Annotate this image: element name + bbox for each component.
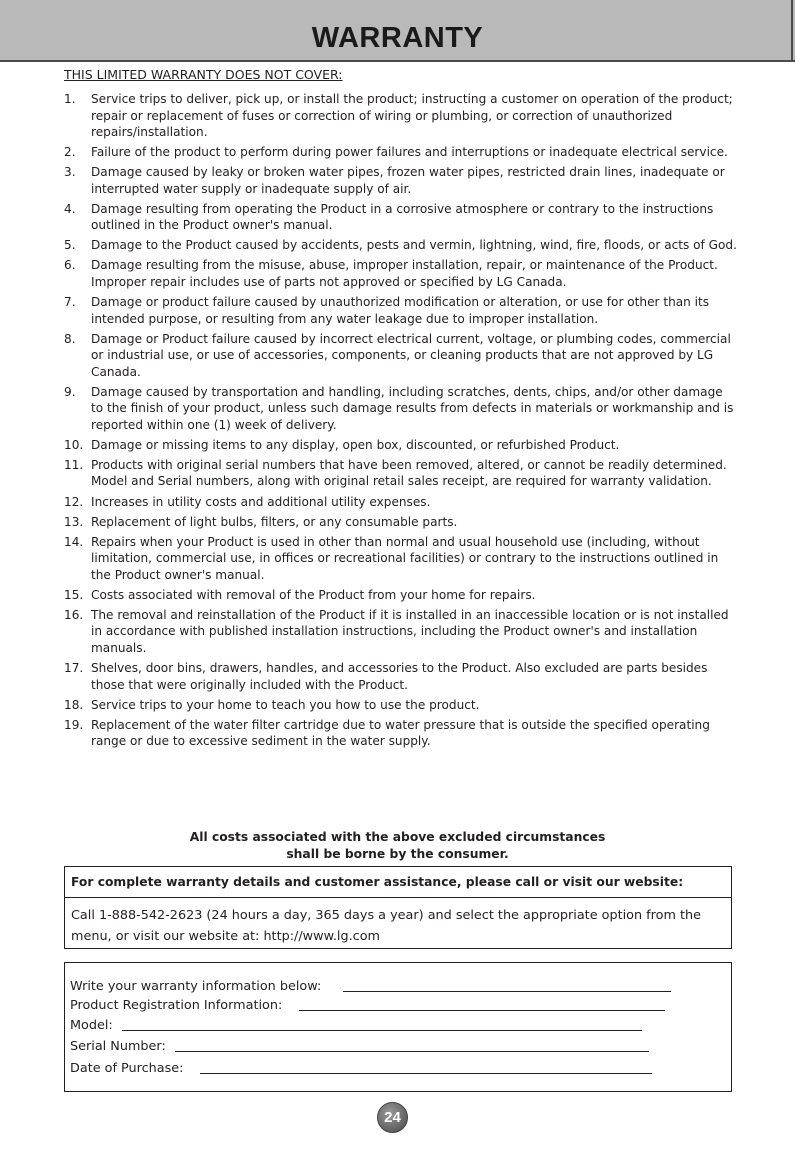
exclusion-item [0, 294, 795, 327]
exclusion-text: Damage caused by leaky or broken water pipes, frozen water pipes, restricted drain lines, inadequate or interrupted water supply or inadequate supply of air. [91, 165, 725, 196]
exclusion-number: 5. [64, 238, 76, 253]
exclusion-item [0, 534, 795, 584]
form-intro-line[interactable] [343, 991, 671, 992]
exclusion-number: 7. [64, 295, 76, 310]
exclusion-text: Damage resulting from the misuse, abuse, improper installation, repair, or maintenance of the Product. Improper repair includes use of parts not approved or specified by LG Canada. [91, 258, 718, 289]
exclusion-text: The removal and reinstallation of the Product if it is installed in an inaccessible location or is not installed in accordance with published installation instructions, including the Product owner's and installation manuals. [91, 607, 729, 655]
exclusion-text: Damage or missing items to any display, open box, discounted, or refurbished Product. [91, 437, 620, 452]
exclusion-number: 17. [64, 661, 84, 675]
section-heading-colon: : [338, 67, 343, 82]
exclusion-item [0, 437, 795, 454]
exclusion-text: Damage resulting from operating the Product in a corrosive atmosphere or contrary to the instructions outlined in the Product owner's manual. [91, 201, 714, 233]
exclusion-number: 13. [64, 514, 84, 529]
exclusion-number: 4. [64, 201, 76, 216]
exclusion-item [0, 384, 795, 434]
registration-field[interactable] [299, 1010, 665, 1011]
date-field[interactable] [200, 1073, 652, 1074]
exclusion-item [0, 91, 795, 141]
page-title: WARRANTY [311, 22, 484, 54]
exclusion-text: Costs associated with removal of the Product from your home for repairs. [91, 587, 536, 602]
exclusion-item [0, 144, 795, 161]
contact-box [64, 866, 732, 949]
exclusion-number: 6. [64, 258, 76, 273]
exclusion-text: Damage or Product failure caused by incorrect electrical current, voltage, or plumbing codes, commercial or industrial use, or use of accessories, components, or cleaning products that are not approved by LG Canada. [91, 331, 731, 379]
exclusion-number: 18. [64, 697, 84, 712]
section-heading-text: THIS LIMITED WARRANTY DOES NOT COVER [64, 67, 339, 82]
exclusion-text: Failure of the product to perform during power failures and interruptions or inadequate electrical service. [91, 145, 728, 160]
exclusion-item [0, 457, 795, 490]
exclusion-number: 9. [64, 384, 76, 399]
exclusion-text: Service trips to your home to teach you how to use the product. [91, 697, 480, 712]
exclusion-number: 12. [64, 494, 84, 509]
exclusion-item [0, 607, 795, 657]
exclusion-number: 14. [64, 534, 84, 549]
exclusion-number: 8. [64, 331, 76, 346]
closing-statement [0, 829, 795, 863]
exclusion-text: Damage caused by transportation and handling, including scratches, dents, chips, and/or other damage to the finish of your product, unless such damage results from defects in materials or workmanship and is reported within one (1) week of delivery. [91, 384, 734, 432]
exclusion-text: Shelves, door bins, drawers, handles, and accessories to the Product. Also excluded are parts besides those that were originally included with the Product. [91, 661, 708, 692]
closing-line-1: All costs associated with the above excluded circumstances [189, 830, 606, 844]
exclusion-text: Damage to the Product caused by accidents, pests and vermin, lightning, wind, fire, floods, or acts of God. [91, 238, 737, 253]
exclusion-item [0, 514, 795, 531]
contact-body: Call 1-888-542-2623 (24 hours a day, 365 days a year) and select the appropriate option from the menu, or visit our website at: http://www.lg.com [71, 908, 702, 944]
exclusion-text: Repairs when your Product is used in other than normal and usual household use (including, without limitation, commercial use, in offices or recreational facilities) or contrary to the instructions outlined in the Product owner's manual. [91, 534, 719, 582]
exclusion-item [0, 660, 795, 693]
exclusion-number: 10. [64, 437, 84, 452]
warranty-info-form [64, 962, 732, 1092]
exclusion-item [0, 587, 795, 604]
exclusion-number: 15. [64, 587, 84, 602]
exclusion-number: 16. [64, 607, 84, 622]
exclusion-text: Damage or product failure caused by unauthorized modification or alteration, or use for other than its intended purpose, or resulting from any water leakage due to improper installation. [91, 295, 710, 326]
exclusion-item [0, 237, 795, 254]
exclusion-item [0, 697, 795, 714]
exclusion-item [0, 164, 795, 197]
exclusion-number: 11. [64, 457, 84, 472]
exclusion-item [0, 494, 795, 511]
exclusion-item [0, 717, 795, 750]
exclusion-text: Products with original serial numbers that have been removed, altered, or cannot be readily determined. Model and Serial numbers, along with original retail sales receipt, are required for warranty validation. [91, 457, 727, 489]
exclusion-text: Replacement of the water filter cartridge due to water pressure that is outside the specified operating range or due to excessive sediment in the water supply. [91, 717, 710, 749]
exclusion-number: 2. [64, 145, 76, 160]
serial-label: Serial Number: [70, 1039, 166, 1054]
exclusion-list [0, 91, 795, 753]
exclusion-item [0, 201, 795, 234]
exclusion-text: Replacement of light bulbs, filters, or any consumable parts. [91, 514, 458, 529]
date-label: Date of Purchase: [70, 1061, 184, 1076]
exclusion-item [0, 331, 795, 381]
registration-label: Product Registration Information: [70, 998, 283, 1013]
exclusion-text: Increases in utility costs and additional utility expenses. [91, 494, 431, 509]
exclusion-item [0, 257, 795, 290]
closing-line-2: shall be borne by the consumer. [286, 847, 509, 861]
model-label: Model: [70, 1018, 113, 1033]
serial-field[interactable] [175, 1051, 649, 1052]
exclusion-number: 1. [64, 92, 76, 106]
exclusion-text: Service trips to deliver, pick up, or install the product; instructing a customer on operation of the product; repair or replacement of fuses or correction of wiring or plumbing, or correction of unauthorized repairs/installation. [91, 92, 733, 139]
model-field[interactable] [122, 1030, 642, 1031]
exclusion-number: 3. [64, 165, 76, 180]
exclusion-number: 19. [64, 717, 84, 732]
form-intro: Write your warranty information below: [70, 979, 322, 994]
contact-heading: For complete warranty details and customer assistance, please call or visit our website: [65, 867, 731, 898]
page-number-badge: 24 [377, 1102, 408, 1133]
section-heading [64, 67, 343, 82]
